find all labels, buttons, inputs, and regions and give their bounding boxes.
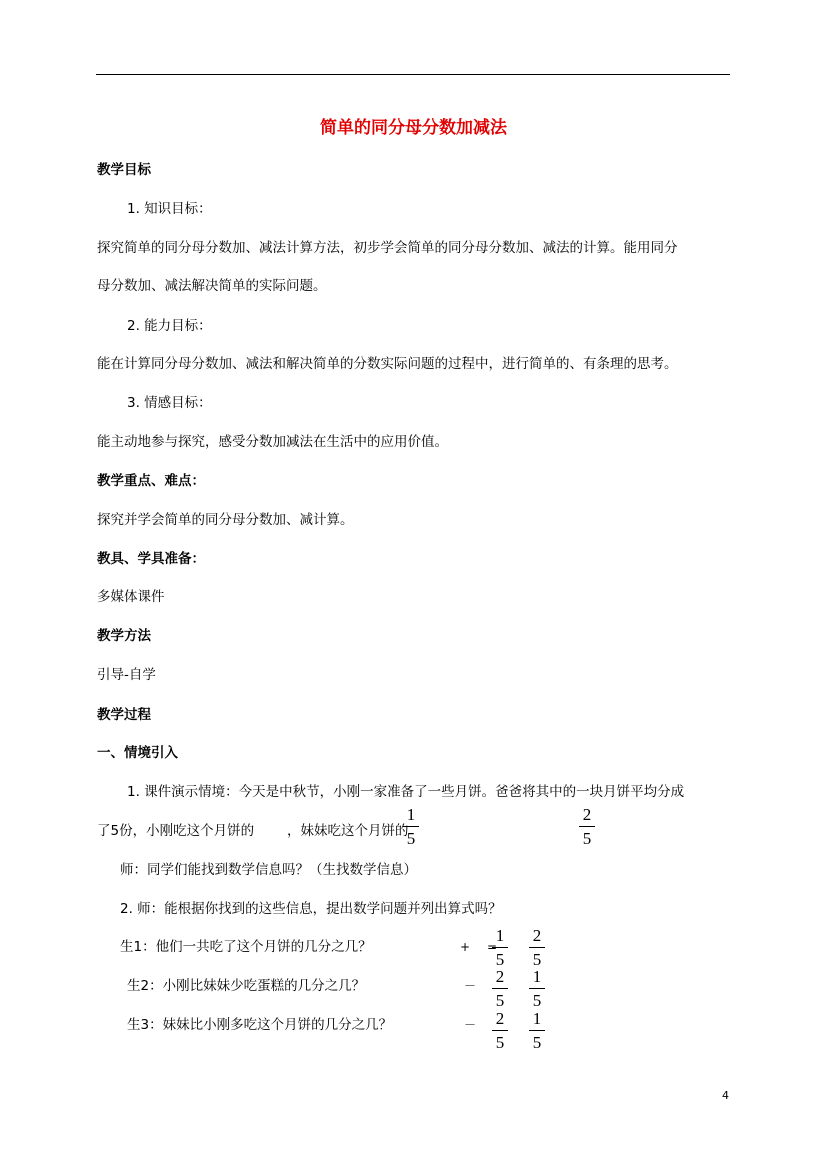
fraction-bar (529, 988, 545, 989)
fraction-s1-b (526, 927, 548, 969)
goal2-label: 2. 能力目标： (127, 318, 212, 334)
plus-operator: + (460, 940, 471, 954)
intro-line2b: ，妹妹吃这个月饼的 (287, 823, 409, 839)
fraction-denominator: 5 (495, 1033, 505, 1052)
fraction-s3-b (526, 1010, 548, 1052)
fraction-denominator: 5 (532, 950, 542, 969)
fraction-s3-a (489, 1010, 511, 1052)
fraction-bar (492, 988, 508, 989)
fraction-bar (529, 1030, 545, 1031)
fraction-numerator: 1 (532, 1009, 542, 1028)
fraction-denominator: 5 (582, 829, 592, 848)
fraction-denominator: 5 (495, 991, 505, 1010)
goal2-text: 能在计算同分母分数加、减法和解决简单的分数实际问题的过程中，进行简单的、有条理的思考。 (97, 356, 678, 372)
tools-heading: 教具、学具准备： (97, 551, 205, 567)
goal1-text-line1: 探究简单的同分母分数加、减法计算方法，初步学会简单的同分母分数加、减法的计算。能用同分 (97, 240, 678, 256)
header-rule (96, 74, 730, 75)
process-heading: 教学过程 (97, 707, 151, 723)
teacher-question-1: 师：同学们能找到数学信息吗？（生找数学信息） (120, 862, 417, 878)
minus-operator: － (464, 979, 477, 993)
page-number: 4 (722, 1089, 729, 1102)
goal3-label: 3. 情感目标： (127, 395, 212, 411)
fraction-s2-a (489, 968, 511, 1010)
fraction-numerator: 2 (495, 1009, 505, 1028)
fraction-denominator: 5 (495, 950, 505, 969)
fraction-numerator: 1 (406, 805, 416, 824)
equals-operator: = (487, 940, 498, 954)
goals-heading: 教学目标 (97, 162, 151, 178)
page-title: 简单的同分母分数加减法 (320, 118, 507, 138)
fraction-numerator: 1 (495, 926, 505, 945)
student-2-question: 生2：小刚比妹妹少吃蛋糕的几分之几？ (127, 978, 366, 994)
fraction-denominator: 5 (406, 829, 416, 848)
fraction-s1-a (489, 927, 511, 969)
intro-line1: 1. 课件演示情境：今天是中秋节，小刚一家准备了一些月饼。爸爸将其中的一块月饼平均分成 (127, 784, 685, 800)
tools-text: 多媒体课件 (97, 589, 165, 605)
fraction-numerator: 1 (532, 967, 542, 986)
fraction-numerator: 2 (532, 926, 542, 945)
student-3-question: 生3：妹妹比小刚多吃这个月饼的几分之几？ (127, 1017, 393, 1033)
fraction-numerator: 2 (582, 805, 592, 824)
key-text: 探究并学会简单的同分母分数加、减计算。 (97, 512, 354, 528)
intro-line2a: 了5份，小刚吃这个月饼的 (97, 823, 255, 839)
fraction-numerator: 2 (495, 967, 505, 986)
method-text: 引导-自学 (97, 667, 156, 683)
minus-operator: － (464, 1018, 477, 1032)
method-heading: 教学方法 (97, 628, 151, 644)
fraction-bar (579, 826, 595, 827)
intro-heading: 一、情境引入 (97, 745, 178, 761)
fraction-denominator: 5 (532, 991, 542, 1010)
fraction-intro-meimei (576, 806, 598, 848)
fraction-bar (492, 1030, 508, 1031)
goal1-label: 1. 知识目标： (127, 201, 212, 217)
fraction-bar (529, 947, 545, 948)
teacher-question-2: 2. 师：能根据你找到的这些信息，提出数学问题并列出算式吗？ (120, 901, 502, 917)
student-1-question: 生1：他们一共吃了这个月饼的几分之几？ (120, 939, 372, 955)
key-heading: 教学重点、难点： (97, 473, 205, 489)
fraction-bar (492, 947, 508, 948)
fraction-s2-b (526, 968, 548, 1010)
goal1-text-line2: 母分数加、减法解决简单的实际问题。 (97, 278, 327, 294)
fraction-bar (403, 826, 419, 827)
fraction-denominator: 5 (532, 1033, 542, 1052)
fraction-intro-xiaogang (400, 806, 422, 848)
goal3-text: 能主动地参与探究，感受分数加减法在生活中的应用价值。 (97, 434, 448, 450)
